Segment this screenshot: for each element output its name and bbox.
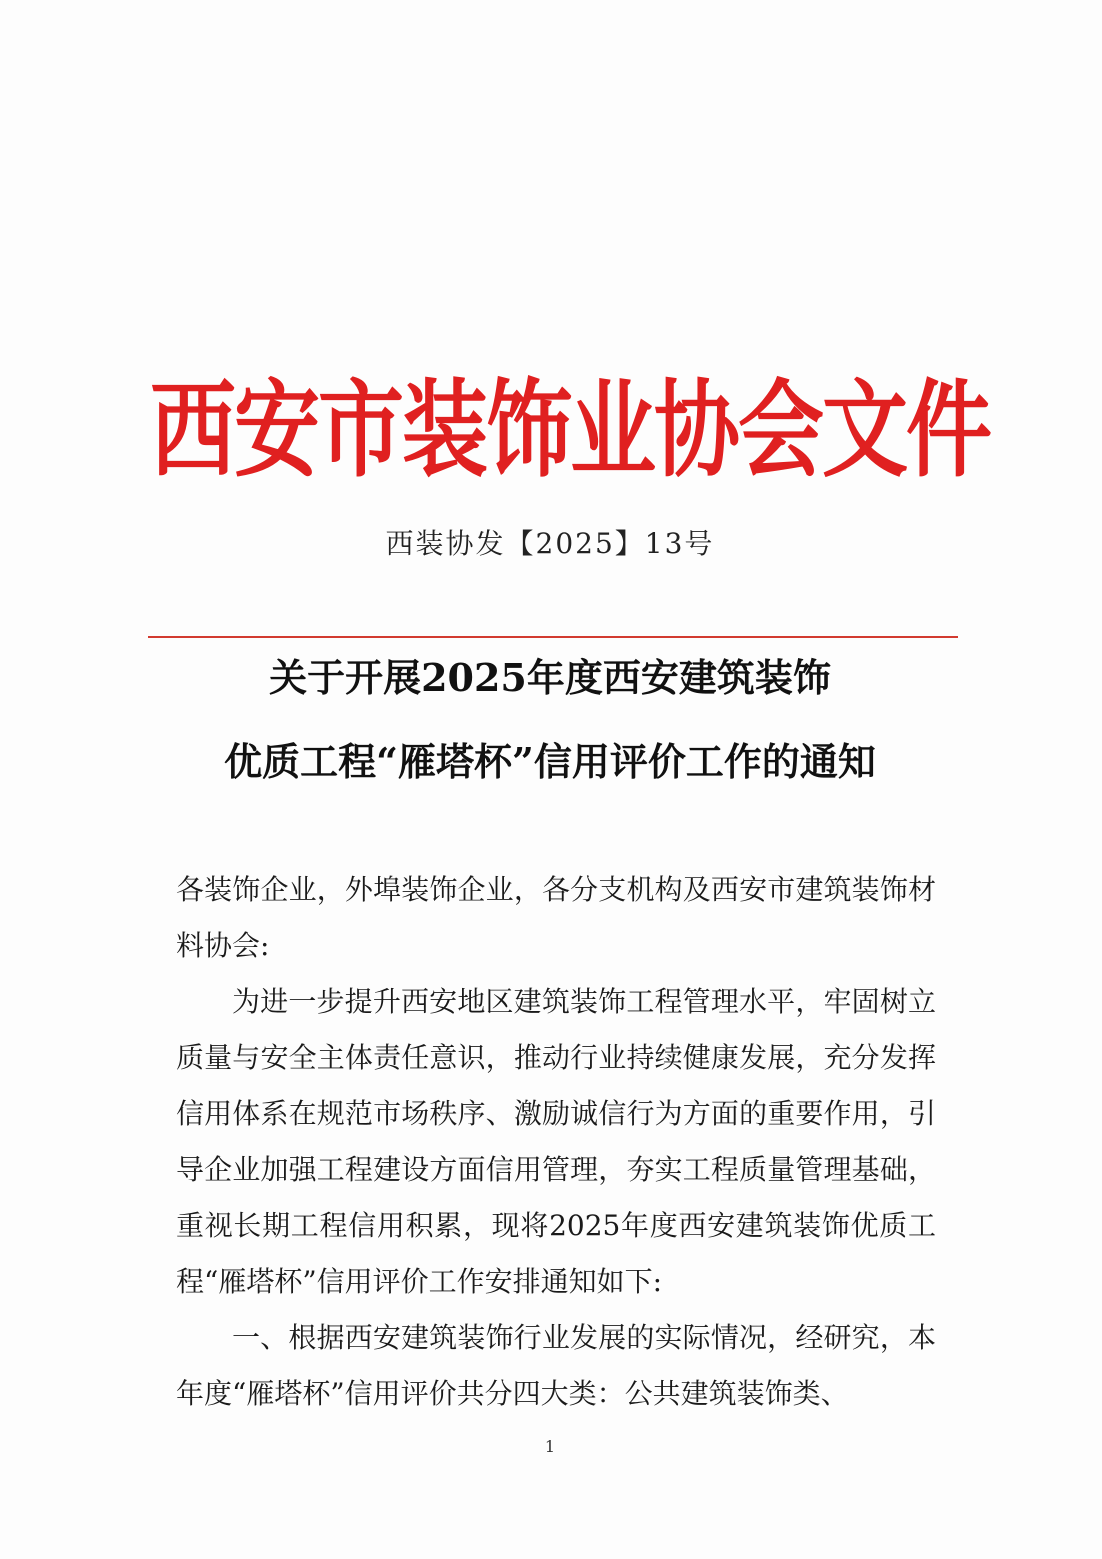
red-divider-line — [148, 636, 958, 638]
masthead-title: 西安市装饰业协会文件 — [150, 368, 990, 493]
document-number: 西装协发【2025】13号 — [385, 527, 715, 560]
page-number: 1 — [544, 1437, 556, 1456]
salutation: 各装饰企业，外埠装饰企业，各分支机构及西安市建筑装饰材料协会: — [176, 873, 936, 962]
body-paragraph-2: 一、根据西安建筑装饰行业发展的实际情况，经研究，本年度“雁塔杯”信用评价共分四大类：公共建筑装饰类、 — [176, 1321, 936, 1410]
notice-title-line-1: 关于开展2025年度西安建筑装饰 — [269, 655, 831, 700]
notice-title-line-2: 优质工程“雁塔杯”信用评价工作的通知 — [224, 739, 876, 784]
body-paragraph-1: 为进一步提升西安地区建筑装饰工程管理水平，牢固树立质量与安全主体责任意识，推动行业持续健康发展，充分发挥信用体系在规范市场秩序、激励诚信行为方面的重要作用，引导企业加强工程建设方面信用管理，夯实工程质量管理基础，重视长期工程信用积累，现将2025年度西安建筑装饰优质工程“雁塔杯”信用评价工作安排通知如下: — [176, 985, 936, 1298]
